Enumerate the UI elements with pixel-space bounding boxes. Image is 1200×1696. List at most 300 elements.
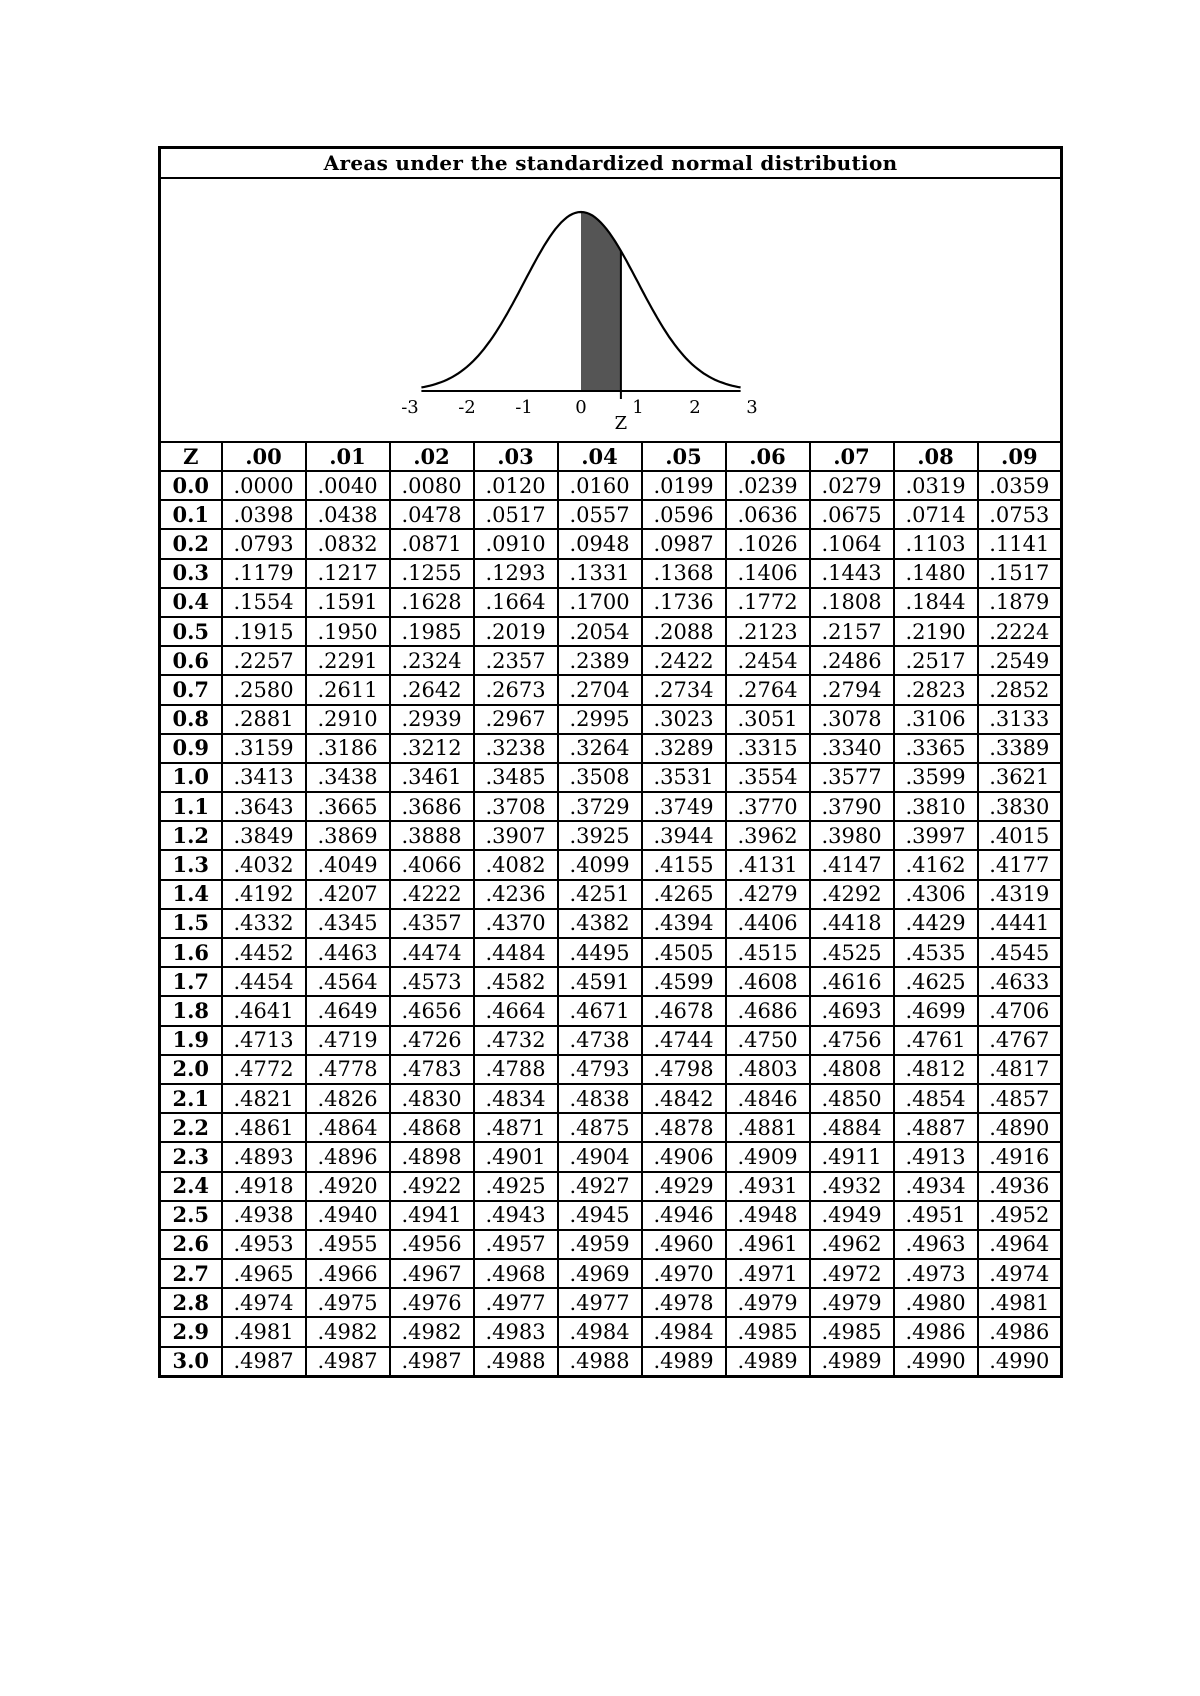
table-cell: .4970 xyxy=(642,1259,726,1288)
table-row xyxy=(160,1259,1062,1288)
table-cell: .2486 xyxy=(810,646,894,675)
table-cell: .4418 xyxy=(810,909,894,938)
table-cell: .4608 xyxy=(726,967,810,996)
table-cell: .3315 xyxy=(726,734,810,763)
table-cell: .4973 xyxy=(894,1259,978,1288)
table-cell: .3980 xyxy=(810,821,894,850)
table-cell: .4319 xyxy=(978,880,1062,909)
table-cell: .4761 xyxy=(894,1026,978,1055)
row-z-value: 1.7 xyxy=(160,967,222,996)
table-cell: .0080 xyxy=(390,471,474,500)
table-cell: .4945 xyxy=(558,1201,642,1230)
table-cell: .4986 xyxy=(978,1317,1062,1346)
table-cell: .1293 xyxy=(474,559,558,588)
column-header: .01 xyxy=(306,442,390,471)
table-row xyxy=(160,1347,1062,1377)
table-cell: .4948 xyxy=(726,1201,810,1230)
table-cell: .4978 xyxy=(642,1288,726,1317)
table-cell: .4979 xyxy=(726,1288,810,1317)
table-cell: .4826 xyxy=(306,1084,390,1113)
table-cell: .4032 xyxy=(222,850,306,879)
table-cell: .4131 xyxy=(726,850,810,879)
table-cell: .4946 xyxy=(642,1201,726,1230)
table-cell: .4279 xyxy=(726,880,810,909)
table-cell: .2642 xyxy=(390,675,474,704)
table-cell: .4854 xyxy=(894,1084,978,1113)
table-cell: .1915 xyxy=(222,617,306,646)
table-cell: .4382 xyxy=(558,909,642,938)
table-cell: .4495 xyxy=(558,938,642,967)
table-cell: .2019 xyxy=(474,617,558,646)
table-cell: .3888 xyxy=(390,821,474,850)
table-cell: .4744 xyxy=(642,1026,726,1055)
table-cell: .4155 xyxy=(642,850,726,879)
table-cell: .4616 xyxy=(810,967,894,996)
table-cell: .2324 xyxy=(390,646,474,675)
table-cell: .2291 xyxy=(306,646,390,675)
table-cell: .3159 xyxy=(222,734,306,763)
table-cell: .2764 xyxy=(726,675,810,704)
table-cell: .0987 xyxy=(642,529,726,558)
table-cell: .4981 xyxy=(222,1317,306,1346)
table-cell: .4049 xyxy=(306,850,390,879)
table-cell: .4987 xyxy=(306,1347,390,1377)
table-cell: .4830 xyxy=(390,1084,474,1113)
table-cell: .3790 xyxy=(810,792,894,821)
table-cell: .4901 xyxy=(474,1142,558,1171)
table-cell: .0557 xyxy=(558,500,642,529)
table-cell: .4898 xyxy=(390,1142,474,1171)
table-cell: .0478 xyxy=(390,500,474,529)
table-cell: .4969 xyxy=(558,1259,642,1288)
table-cell: .4686 xyxy=(726,996,810,1025)
axis-tick-label: 2 xyxy=(689,397,701,418)
table-cell: .4959 xyxy=(558,1230,642,1259)
table-cell: .4985 xyxy=(726,1317,810,1346)
table-cell: .2580 xyxy=(222,675,306,704)
axis-tick-label: 3 xyxy=(746,397,758,418)
table-cell: .0910 xyxy=(474,529,558,558)
table-cell: .4974 xyxy=(978,1259,1062,1288)
table-cell: .2734 xyxy=(642,675,726,704)
row-z-value: 1.4 xyxy=(160,880,222,909)
table-cell: .4904 xyxy=(558,1142,642,1171)
table-cell: .4693 xyxy=(810,996,894,1025)
table-cell: .4525 xyxy=(810,938,894,967)
row-z-value: 2.7 xyxy=(160,1259,222,1288)
row-z-value: 2.6 xyxy=(160,1230,222,1259)
table-cell: .2611 xyxy=(306,675,390,704)
table-cell: .1591 xyxy=(306,588,390,617)
table-cell: .2357 xyxy=(474,646,558,675)
table-cell: .3599 xyxy=(894,763,978,792)
table-cell: .2939 xyxy=(390,705,474,734)
table-cell: .0636 xyxy=(726,500,810,529)
axis-tick-label: -1 xyxy=(515,397,533,418)
table-cell: .2454 xyxy=(726,646,810,675)
table-cell: .4988 xyxy=(558,1347,642,1377)
table-cell: .4706 xyxy=(978,996,1062,1025)
table-cell: .1700 xyxy=(558,588,642,617)
table-cell: .1026 xyxy=(726,529,810,558)
table-cell: .3531 xyxy=(642,763,726,792)
table-cell: .2967 xyxy=(474,705,558,734)
table-row xyxy=(160,938,1062,967)
table-row xyxy=(160,646,1062,675)
table-cell: .4986 xyxy=(894,1317,978,1346)
table-title: Areas under the standardized normal distribution xyxy=(160,148,1062,179)
table-cell: .4441 xyxy=(978,909,1062,938)
table-row xyxy=(160,1026,1062,1055)
table-cell: .4842 xyxy=(642,1084,726,1113)
axis-tick-label: -3 xyxy=(401,397,419,418)
table-cell: .1736 xyxy=(642,588,726,617)
table-cell: .2088 xyxy=(642,617,726,646)
table-cell: .0675 xyxy=(810,500,894,529)
table-cell: .4913 xyxy=(894,1142,978,1171)
table-cell: .3461 xyxy=(390,763,474,792)
table-cell: .4990 xyxy=(894,1347,978,1377)
table-cell: .3340 xyxy=(810,734,894,763)
row-z-value: 0.6 xyxy=(160,646,222,675)
table-cell: .4625 xyxy=(894,967,978,996)
table-cell: .2422 xyxy=(642,646,726,675)
table-cell: .0517 xyxy=(474,500,558,529)
table-cell: .4641 xyxy=(222,996,306,1025)
table-row xyxy=(160,1084,1062,1113)
table-cell: .3485 xyxy=(474,763,558,792)
table-cell: .3925 xyxy=(558,821,642,850)
table-cell: .4332 xyxy=(222,909,306,938)
table-cell: .4884 xyxy=(810,1113,894,1142)
row-z-value: 1.1 xyxy=(160,792,222,821)
table-cell: .4821 xyxy=(222,1084,306,1113)
table-cell: .2054 xyxy=(558,617,642,646)
table-cell: .4861 xyxy=(222,1113,306,1142)
table-cell: .4713 xyxy=(222,1026,306,1055)
table-cell: .4515 xyxy=(726,938,810,967)
table-cell: .4265 xyxy=(642,880,726,909)
table-cell: .2910 xyxy=(306,705,390,734)
table-cell: .1480 xyxy=(894,559,978,588)
table-cell: .3907 xyxy=(474,821,558,850)
table-cell: .0199 xyxy=(642,471,726,500)
table-row xyxy=(160,1055,1062,1084)
table-cell: .4452 xyxy=(222,938,306,967)
table-cell: .3264 xyxy=(558,734,642,763)
table-cell: .0871 xyxy=(390,529,474,558)
table-cell: .3413 xyxy=(222,763,306,792)
table-cell: .4940 xyxy=(306,1201,390,1230)
table-cell: .4474 xyxy=(390,938,474,967)
table-cell: .3554 xyxy=(726,763,810,792)
table-cell: .4738 xyxy=(558,1026,642,1055)
table-cell: .2224 xyxy=(978,617,1062,646)
table-cell: .4719 xyxy=(306,1026,390,1055)
table-cell: .4591 xyxy=(558,967,642,996)
table-cell: .4812 xyxy=(894,1055,978,1084)
table-row xyxy=(160,909,1062,938)
table-cell: .0160 xyxy=(558,471,642,500)
table-cell: .4564 xyxy=(306,967,390,996)
table-cell: .2157 xyxy=(810,617,894,646)
table-cell: .4875 xyxy=(558,1113,642,1142)
table-cell: .4429 xyxy=(894,909,978,938)
row-z-value: 2.3 xyxy=(160,1142,222,1171)
table-cell: .4192 xyxy=(222,880,306,909)
table-cell: .3944 xyxy=(642,821,726,850)
table-cell: .4671 xyxy=(558,996,642,1025)
axis-tick-label: 1 xyxy=(632,397,644,418)
table-cell: .4783 xyxy=(390,1055,474,1084)
table-cell: .4932 xyxy=(810,1172,894,1201)
table-cell: .4793 xyxy=(558,1055,642,1084)
table-row xyxy=(160,967,1062,996)
table-cell: .4971 xyxy=(726,1259,810,1288)
row-z-value: 0.2 xyxy=(160,529,222,558)
table-cell: .4906 xyxy=(642,1142,726,1171)
table-cell: .4838 xyxy=(558,1084,642,1113)
z-marker-label: Z xyxy=(614,413,628,434)
table-cell: .4808 xyxy=(810,1055,894,1084)
table-cell: .4975 xyxy=(306,1288,390,1317)
table-cell: .4726 xyxy=(390,1026,474,1055)
column-header: .07 xyxy=(810,442,894,471)
table-cell: .4911 xyxy=(810,1142,894,1171)
table-row xyxy=(160,792,1062,821)
table-cell: .1808 xyxy=(810,588,894,617)
table-cell: .3577 xyxy=(810,763,894,792)
row-z-value: 1.5 xyxy=(160,909,222,938)
table-cell: .2995 xyxy=(558,705,642,734)
table-row xyxy=(160,471,1062,500)
table-cell: .4972 xyxy=(810,1259,894,1288)
table-cell: .1985 xyxy=(390,617,474,646)
table-cell: .4857 xyxy=(978,1084,1062,1113)
table-cell: .4207 xyxy=(306,880,390,909)
table-cell: .3212 xyxy=(390,734,474,763)
table-cell: .4964 xyxy=(978,1230,1062,1259)
table-cell: .4916 xyxy=(978,1142,1062,1171)
table-cell: .4772 xyxy=(222,1055,306,1084)
table-cell: .4955 xyxy=(306,1230,390,1259)
table-cell: .4778 xyxy=(306,1055,390,1084)
table-cell: .4454 xyxy=(222,967,306,996)
table-cell: .0359 xyxy=(978,471,1062,500)
table-cell: .1664 xyxy=(474,588,558,617)
table-cell: .3643 xyxy=(222,792,306,821)
table-cell: .4599 xyxy=(642,967,726,996)
row-z-value: 0.4 xyxy=(160,588,222,617)
table-cell: .4292 xyxy=(810,880,894,909)
table-cell: .3438 xyxy=(306,763,390,792)
table-cell: .3365 xyxy=(894,734,978,763)
table-cell: .4015 xyxy=(978,821,1062,850)
table-cell: .4798 xyxy=(642,1055,726,1084)
table-cell: .1331 xyxy=(558,559,642,588)
table-cell: .3869 xyxy=(306,821,390,850)
table-cell: .4943 xyxy=(474,1201,558,1230)
table-cell: .4984 xyxy=(558,1317,642,1346)
table-cell: .1103 xyxy=(894,529,978,558)
normal-curve-figure xyxy=(161,179,1059,441)
table-cell: .4960 xyxy=(642,1230,726,1259)
table-row xyxy=(160,500,1062,529)
table-cell: .4803 xyxy=(726,1055,810,1084)
axis-tick-labels xyxy=(401,397,758,418)
table-cell: .1517 xyxy=(978,559,1062,588)
table-row xyxy=(160,559,1062,588)
table-cell: .4463 xyxy=(306,938,390,967)
table-cell: .0279 xyxy=(810,471,894,500)
table-row xyxy=(160,588,1062,617)
table-cell: .0319 xyxy=(894,471,978,500)
table-cell: .3508 xyxy=(558,763,642,792)
figure-cell xyxy=(160,178,1062,442)
table-cell: .4976 xyxy=(390,1288,474,1317)
table-cell: .4962 xyxy=(810,1230,894,1259)
table-cell: .4656 xyxy=(390,996,474,1025)
table-cell: .4850 xyxy=(810,1084,894,1113)
table-cell: .0714 xyxy=(894,500,978,529)
table-cell: .1879 xyxy=(978,588,1062,617)
z-table xyxy=(158,146,1063,1378)
table-cell: .4750 xyxy=(726,1026,810,1055)
table-cell: .3023 xyxy=(642,705,726,734)
table-cell: .3849 xyxy=(222,821,306,850)
table-cell: .4989 xyxy=(726,1347,810,1377)
table-cell: .4988 xyxy=(474,1347,558,1377)
table-cell: .4909 xyxy=(726,1142,810,1171)
row-z-value: 2.4 xyxy=(160,1172,222,1201)
table-cell: .4987 xyxy=(390,1347,474,1377)
header-z: Z xyxy=(160,442,222,471)
table-cell: .4938 xyxy=(222,1201,306,1230)
table-cell: .1406 xyxy=(726,559,810,588)
table-cell: .4846 xyxy=(726,1084,810,1113)
table-cell: .2881 xyxy=(222,705,306,734)
table-cell: .4633 xyxy=(978,967,1062,996)
table-row xyxy=(160,617,1062,646)
row-z-value: 0.0 xyxy=(160,471,222,500)
table-cell: .2823 xyxy=(894,675,978,704)
table-cell: .4949 xyxy=(810,1201,894,1230)
table-cell: .3749 xyxy=(642,792,726,821)
table-cell: .1179 xyxy=(222,559,306,588)
table-cell: .3770 xyxy=(726,792,810,821)
table-cell: .4961 xyxy=(726,1230,810,1259)
column-header: .09 xyxy=(978,442,1062,471)
table-cell: .3729 xyxy=(558,792,642,821)
table-cell: .4699 xyxy=(894,996,978,1025)
table-cell: .4989 xyxy=(810,1347,894,1377)
table-cell: .4893 xyxy=(222,1142,306,1171)
table-cell: .4967 xyxy=(390,1259,474,1288)
table-cell: .3810 xyxy=(894,792,978,821)
table-cell: .1368 xyxy=(642,559,726,588)
column-header: .03 xyxy=(474,442,558,471)
table-cell: .4394 xyxy=(642,909,726,938)
table-cell: .4977 xyxy=(474,1288,558,1317)
table-cell: .4890 xyxy=(978,1113,1062,1142)
table-cell: .3621 xyxy=(978,763,1062,792)
table-row xyxy=(160,880,1062,909)
shaded-area xyxy=(581,212,621,391)
column-header: .06 xyxy=(726,442,810,471)
table-cell: .1554 xyxy=(222,588,306,617)
table-cell: .0753 xyxy=(978,500,1062,529)
table-cell: .4535 xyxy=(894,938,978,967)
table-cell: .4977 xyxy=(558,1288,642,1317)
table-cell: .2257 xyxy=(222,646,306,675)
table-cell: .4920 xyxy=(306,1172,390,1201)
table-cell: .4881 xyxy=(726,1113,810,1142)
column-header: .00 xyxy=(222,442,306,471)
table-row xyxy=(160,734,1062,763)
column-header: .02 xyxy=(390,442,474,471)
table-cell: .2389 xyxy=(558,646,642,675)
row-z-value: 0.7 xyxy=(160,675,222,704)
table-cell: .4788 xyxy=(474,1055,558,1084)
axis-tick-label: 0 xyxy=(575,397,587,418)
table-cell: .4406 xyxy=(726,909,810,938)
table-cell: .0948 xyxy=(558,529,642,558)
row-z-value: 0.9 xyxy=(160,734,222,763)
row-z-value: 1.6 xyxy=(160,938,222,967)
row-z-value: 0.3 xyxy=(160,559,222,588)
table-cell: .3289 xyxy=(642,734,726,763)
table-row xyxy=(160,763,1062,792)
table-cell: .4306 xyxy=(894,880,978,909)
table-cell: .4953 xyxy=(222,1230,306,1259)
row-z-value: 3.0 xyxy=(160,1347,222,1377)
table-cell: .4929 xyxy=(642,1172,726,1201)
table-cell: .4983 xyxy=(474,1317,558,1346)
table-cell: .0832 xyxy=(306,529,390,558)
table-cell: .4756 xyxy=(810,1026,894,1055)
table-cell: .0793 xyxy=(222,529,306,558)
row-z-value: 0.1 xyxy=(160,500,222,529)
table-cell: .0398 xyxy=(222,500,306,529)
table-cell: .4099 xyxy=(558,850,642,879)
table-cell: .4573 xyxy=(390,967,474,996)
table-row xyxy=(160,1113,1062,1142)
table-cell: .4990 xyxy=(978,1347,1062,1377)
table-cell: .4931 xyxy=(726,1172,810,1201)
table-cell: .4957 xyxy=(474,1230,558,1259)
row-z-value: 0.5 xyxy=(160,617,222,646)
table-cell: .4934 xyxy=(894,1172,978,1201)
table-cell: .0120 xyxy=(474,471,558,500)
row-z-value: 1.2 xyxy=(160,821,222,850)
table-cell: .4834 xyxy=(474,1084,558,1113)
table-cell: .4987 xyxy=(222,1347,306,1377)
row-z-value: 0.8 xyxy=(160,705,222,734)
table-cell: .4941 xyxy=(390,1201,474,1230)
table-cell: .0438 xyxy=(306,500,390,529)
table-cell: .4979 xyxy=(810,1288,894,1317)
table-row xyxy=(160,1201,1062,1230)
table-row xyxy=(160,1230,1062,1259)
table-row xyxy=(160,1288,1062,1317)
axis-tick-label: -2 xyxy=(458,397,476,418)
table-cell: .4936 xyxy=(978,1172,1062,1201)
table-cell: .4357 xyxy=(390,909,474,938)
table-cell: .2123 xyxy=(726,617,810,646)
table-cell: .4732 xyxy=(474,1026,558,1055)
table-cell: .3686 xyxy=(390,792,474,821)
table-cell: .4505 xyxy=(642,938,726,967)
